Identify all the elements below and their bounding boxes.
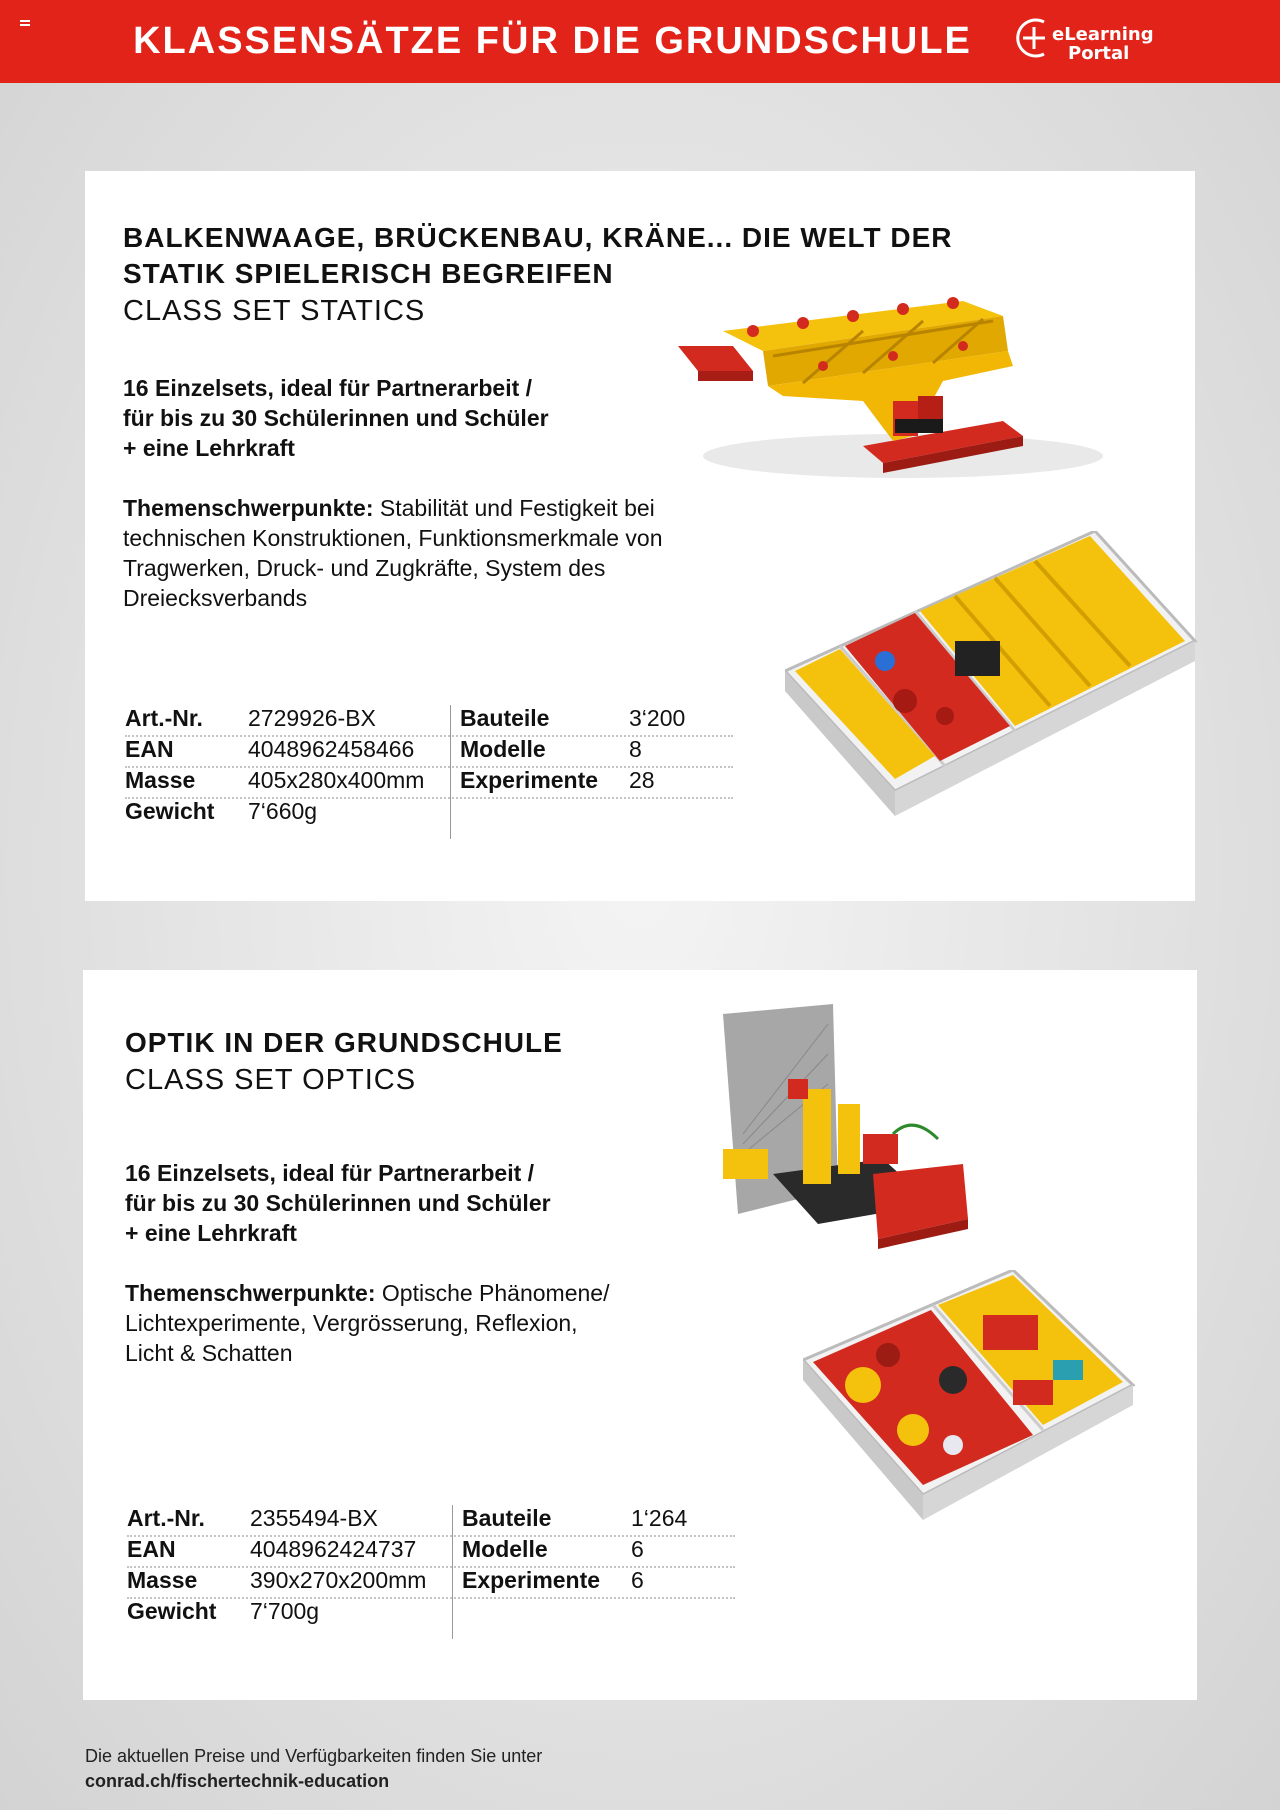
spec-value: 1‘264 [631,1505,688,1531]
footer-link[interactable]: conrad.ch/fischertechnik-education [85,1771,390,1791]
specs-row [127,1536,735,1568]
focus-topics [125,1278,745,1368]
specs-row [127,1598,735,1628]
elearning-plus-icon [1014,16,1054,60]
spec-label: Bauteile [460,705,550,731]
product-title-line-2: STATIK SPIELERISCH BEGREIFEN [123,258,614,289]
sets-line-3: + eine Lehrkraft [125,1220,297,1246]
specs-row [127,1505,735,1537]
specs-row [125,798,733,828]
optics-model-image [723,1004,983,1274]
spec-value: 6 [631,1536,644,1562]
spec-label: Experimente [462,1567,601,1593]
specs-table [127,1505,735,1639]
product-title-line-1: OPTIK IN DER GRUNDSCHULE [125,1027,563,1058]
spec-label: Modelle [460,736,546,762]
spec-label: Art.-Nr. [125,705,203,731]
footer [85,1744,542,1794]
sets-line-1: 16 Einzelsets, ideal für Partnerarbeit / [125,1160,535,1186]
spec-value: 8 [629,736,642,762]
spec-label: Masse [127,1567,198,1593]
product-title [123,220,952,292]
focus-label: Themenschwerpunkte: [123,495,374,521]
specs-row [125,736,733,768]
focus-line-3: Tragwerken, Druck- und Zugkräfte, System des [123,555,606,581]
specs-row [125,705,733,737]
spec-label: Modelle [462,1536,548,1562]
spec-label: Gewicht [125,798,215,824]
focus-line-1: Optische Phänomene/ [381,1280,610,1306]
spec-value: 390x270x200mm [250,1567,427,1593]
sets-description [125,1158,551,1248]
specs-table [125,705,733,839]
footer-text: Die aktuellen Preise und Verfügbarkeiten finden Sie unter [85,1746,543,1766]
logo-line-1: eLearning [1052,24,1154,45]
product-card-statics [85,171,1195,901]
product-card-optics [83,970,1197,1700]
page-title: KLASSENSÄTZE FÜR DIE GRUNDSCHULE [133,20,972,62]
spec-label: Bauteile [462,1505,552,1531]
specs-row [125,767,733,799]
spec-value: 4048962424737 [250,1536,417,1562]
focus-line-2: Lichtexperimente, Vergrösserung, Reflexion, [125,1310,578,1336]
spec-value: 4048962458466 [248,736,415,762]
spec-label: Art.-Nr. [127,1505,205,1531]
spec-value: 2729926-BX [248,705,376,731]
focus-line-3: Licht & Schatten [125,1340,293,1366]
sets-line-2: für bis zu 30 Schülerinnen und Schüler [125,1190,551,1216]
spec-value: 7‘660g [248,798,318,824]
spec-value: 6 [631,1567,644,1593]
statics-parts-box-image [785,531,1255,881]
spec-value: 28 [629,767,655,793]
spec-label: EAN [127,1536,176,1562]
header-bar [0,0,1280,83]
logo-line-2: Portal [1068,43,1130,64]
spec-value: 2355494-BX [250,1505,378,1531]
focus-label: Themenschwerpunkte: [125,1280,376,1306]
spec-value: 405x280x400mm [248,767,425,793]
sets-line-3: + eine Lehrkraft [123,435,295,461]
spec-label: Experimente [460,767,599,793]
optics-parts-box-image [803,1270,1183,1590]
spec-label: Gewicht [127,1598,217,1624]
product-subtitle: CLASS SET OPTICS [125,1064,417,1096]
elearning-portal-logo[interactable] [1014,16,1154,66]
product-title-line-1: BALKENWAAGE, BRÜCKENBAU, KRÄNE... DIE WELT DER [123,222,953,253]
focus-topics [123,493,743,613]
product-subtitle: CLASS SET STATICS [123,295,426,327]
spec-value: 3‘200 [629,705,686,731]
focus-line-4: Dreiecksverbands [123,585,308,611]
focus-line-1: Stabilität und Festigkeit bei [379,495,655,521]
sets-description [123,373,549,463]
product-title [125,1025,563,1061]
specs-row [127,1567,735,1599]
spec-label: EAN [125,736,174,762]
sets-line-2: für bis zu 30 Schülerinnen und Schüler [123,405,549,431]
spec-label: Masse [125,767,196,793]
spec-value: 7‘700g [250,1598,320,1624]
bridge-model-image [663,291,1123,491]
sets-line-1: 16 Einzelsets, ideal für Partnerarbeit / [123,375,533,401]
focus-line-2: technischen Konstruktionen, Funktionsmerkmale von [123,525,663,551]
